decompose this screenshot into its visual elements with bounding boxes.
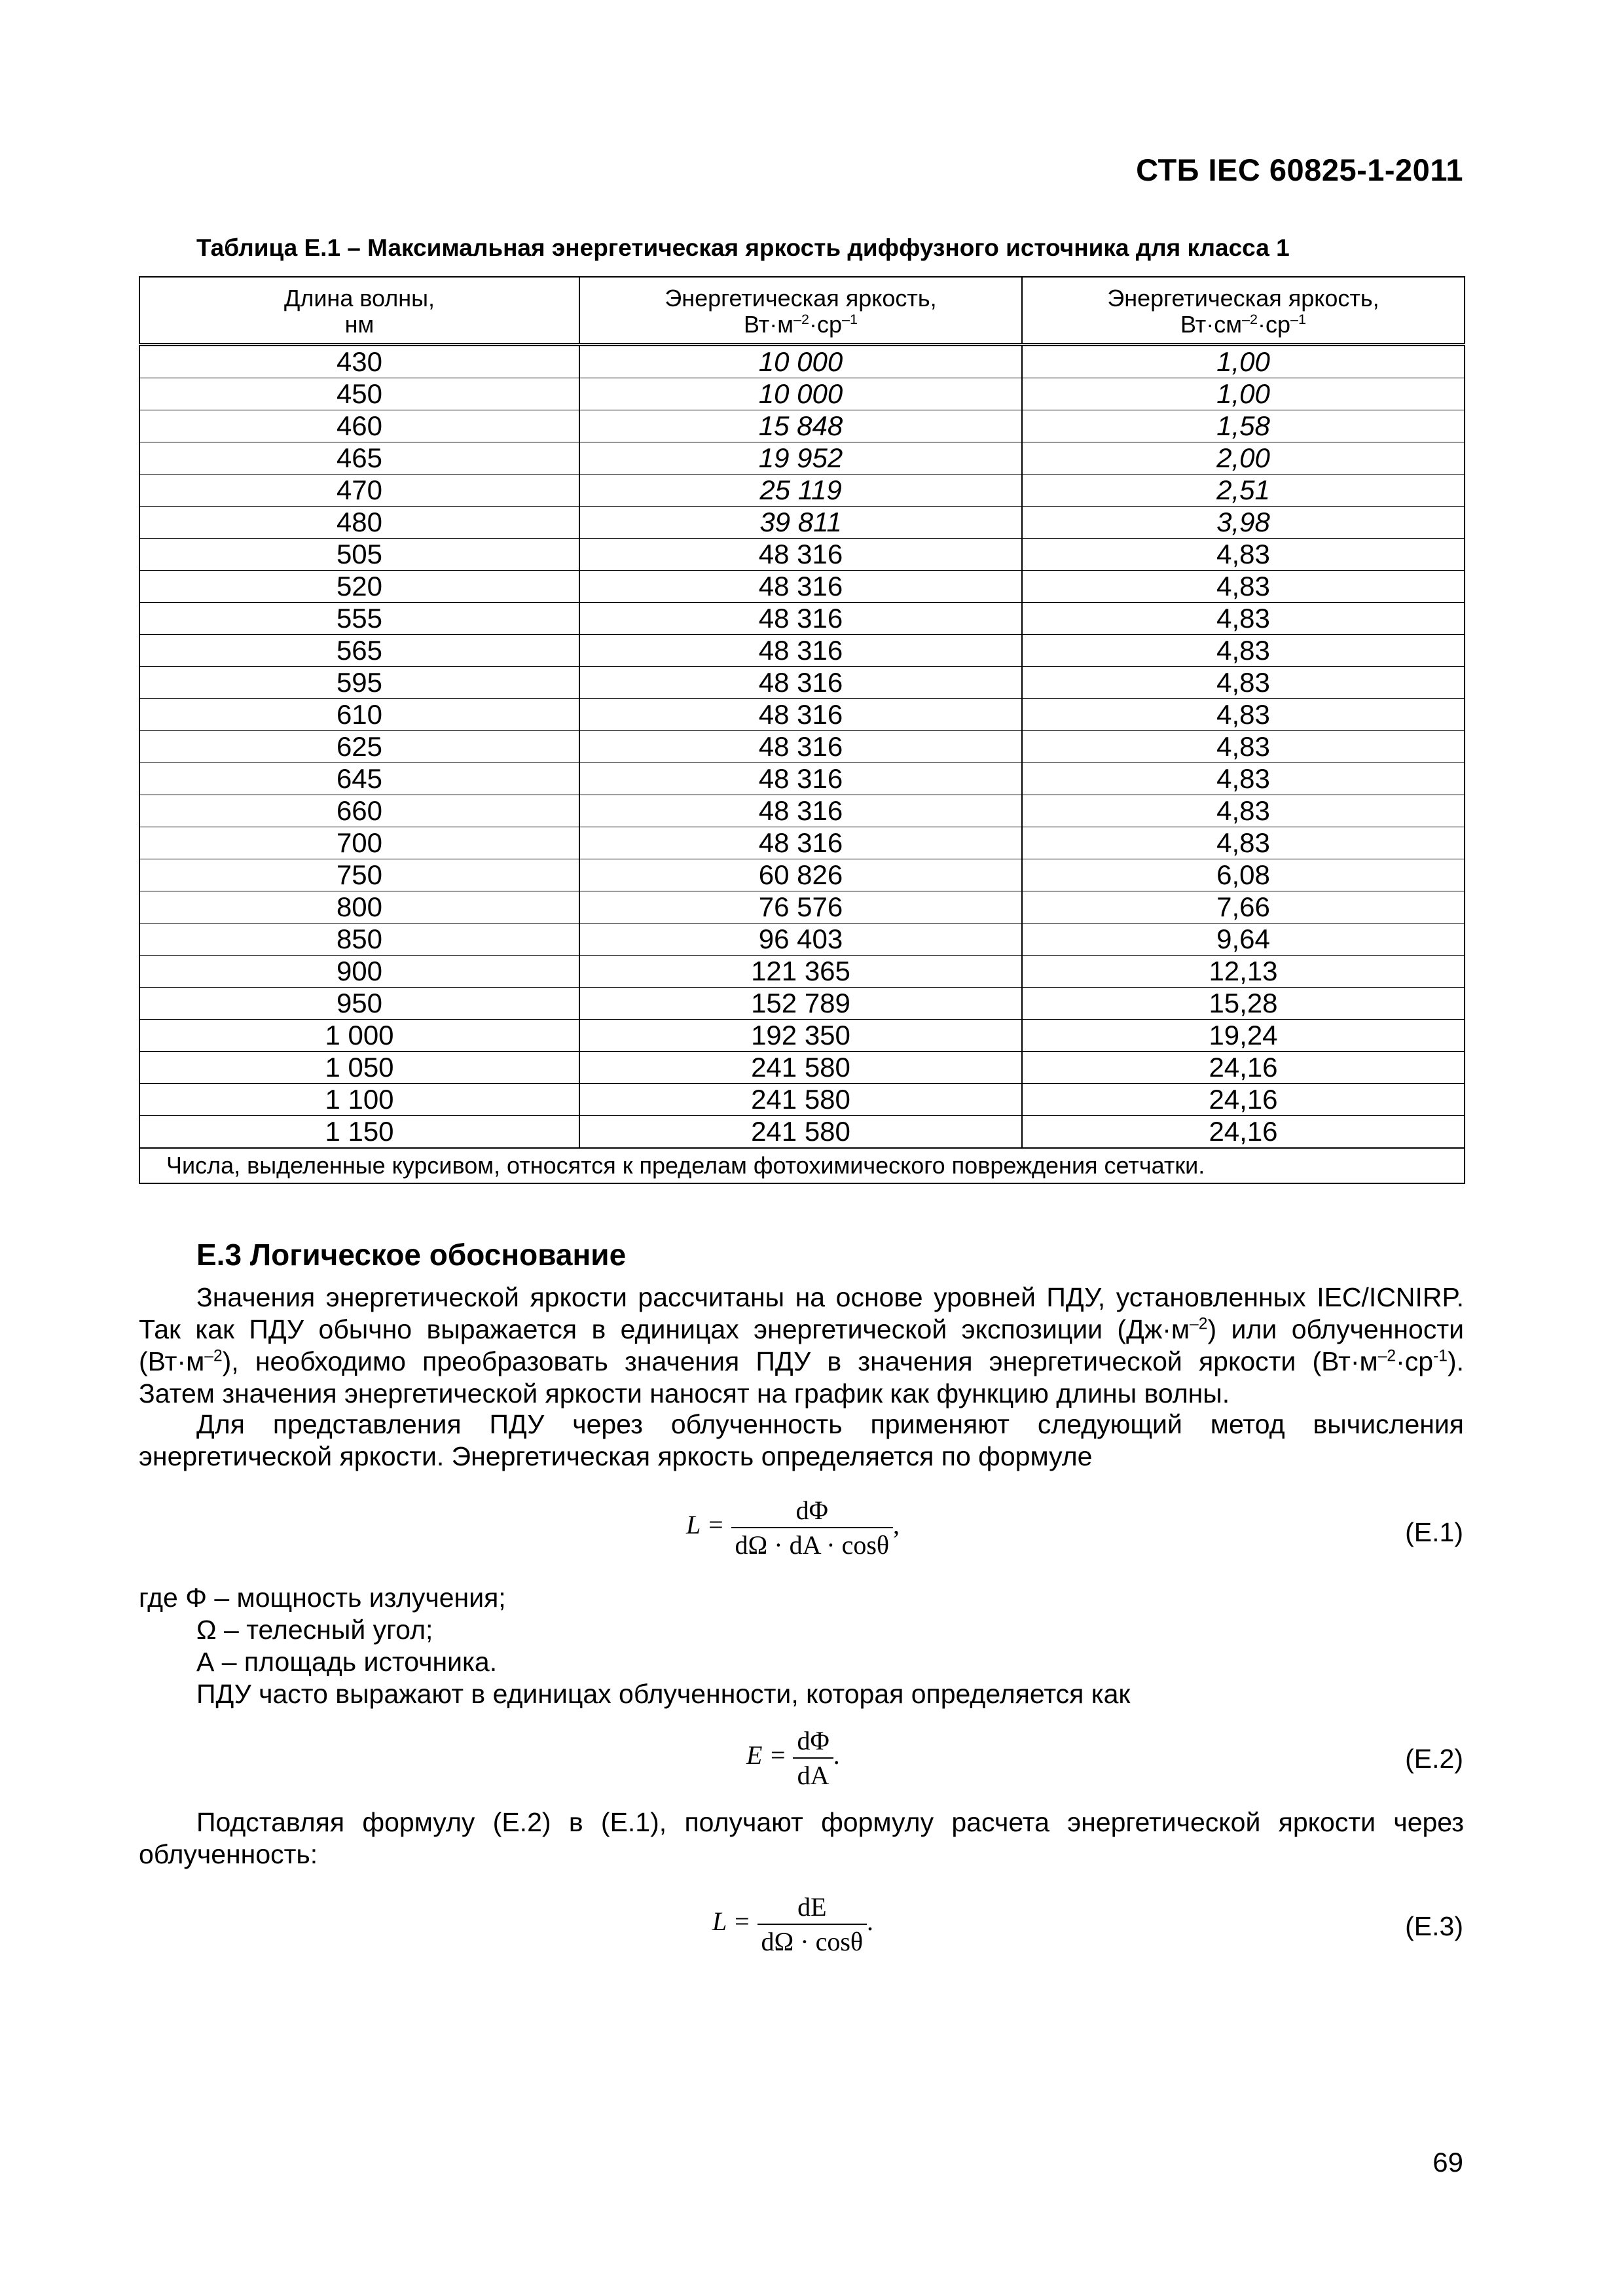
cell-wavelength: 520 [139, 571, 579, 603]
cell-wavelength: 800 [139, 891, 579, 924]
cell-wavelength: 660 [139, 795, 579, 827]
cell-radiance-cm: 4,83 [1022, 603, 1465, 635]
cell-wavelength: 950 [139, 988, 579, 1020]
table-row [139, 891, 1465, 924]
table-row [139, 731, 1465, 763]
cell-wavelength: 595 [139, 667, 579, 699]
area-line: А – площадь источника. [196, 1647, 498, 1677]
cell-wavelength: 465 [139, 442, 579, 475]
formula-e3-numerator: dE [757, 1892, 867, 1925]
cell-radiance-m: 241 580 [579, 1084, 1022, 1116]
cell-wavelength: 1 150 [139, 1116, 579, 1149]
cell-radiance-cm: 2,51 [1022, 475, 1465, 507]
formula-e1-denominator: dΩ · dA · cosθ [735, 1530, 890, 1560]
cell-wavelength: 645 [139, 763, 579, 795]
table-row [139, 603, 1465, 635]
cell-radiance-cm: 1,00 [1022, 378, 1465, 410]
formula-e2-lhs: E = [746, 1740, 787, 1770]
cell-radiance-cm: 4,83 [1022, 667, 1465, 699]
cell-radiance-m: 48 316 [579, 539, 1022, 571]
formula-e3-denominator: dΩ · cosθ [761, 1927, 864, 1956]
cell-wavelength: 850 [139, 924, 579, 956]
cell-radiance-cm: 1,58 [1022, 410, 1465, 442]
cell-radiance-cm: 4,83 [1022, 539, 1465, 571]
cell-radiance-m: 25 119 [579, 475, 1022, 507]
page-number: 69 [1432, 2147, 1463, 2178]
cell-radiance-m: 39 811 [579, 507, 1022, 539]
formula-e1-numerator: dΦ [731, 1495, 894, 1528]
formula-e2-denominator: dA [797, 1761, 830, 1790]
cell-wavelength: 1 100 [139, 1084, 579, 1116]
paragraph-substitution: Подставляя формулу (E.2) в (E.1), получают формулу расчета энергетической яркости через облученность: [139, 1807, 1464, 1869]
column-header-wavelength [139, 277, 579, 345]
table-row [139, 475, 1465, 507]
cell-radiance-m: 19 952 [579, 442, 1022, 475]
table-row [139, 378, 1465, 410]
formula-e1 [686, 1495, 900, 1560]
table-note-row [139, 1148, 1465, 1183]
table-row [139, 1020, 1465, 1052]
formula-e3 [712, 1892, 873, 1957]
cell-radiance-m: 48 316 [579, 699, 1022, 731]
formula-e1-tail: , [893, 1510, 900, 1540]
formula-e2-label: (E.2) [1405, 1744, 1463, 1774]
cell-radiance-cm: 4,83 [1022, 827, 1465, 859]
paragraph-method: Для представления ПДУ через облученность применяют следующий метод вычисления энергетической яркости. Энергетическая яркость определяется по формуле [139, 1409, 1464, 1471]
table-row [139, 539, 1465, 571]
cell-radiance-m: 10 000 [579, 378, 1022, 410]
cell-wavelength: 430 [139, 345, 579, 378]
column-header-radiance-cm-unit: $Вт\cdot см^{-2}\cdot ср^{-1}$ [1180, 311, 1307, 338]
table-note: Числа, выделенные курсивом, относятся к пределам фотохимического повреждения сетчатки. [139, 1148, 1465, 1183]
column-header-radiance-cm [1022, 277, 1465, 345]
table-row [139, 1116, 1465, 1149]
cell-radiance-m: 10 000 [579, 345, 1022, 378]
cell-wavelength: 460 [139, 410, 579, 442]
cell-radiance-m: 48 316 [579, 603, 1022, 635]
cell-radiance-m: 60 826 [579, 859, 1022, 891]
column-header-radiance-m-label: Энергетическая яркость, [665, 285, 937, 312]
table-header-row [139, 277, 1465, 345]
cell-radiance-cm: 24,16 [1022, 1052, 1465, 1084]
paragraph-irradiance: ПДУ часто выражают в единицах облученности, которая определяется как [196, 1679, 1131, 1709]
table-row [139, 763, 1465, 795]
formula-e1-fraction [731, 1495, 894, 1560]
cell-wavelength: 700 [139, 827, 579, 859]
cell-radiance-cm: 12,13 [1022, 956, 1465, 988]
cell-radiance-cm: 9,64 [1022, 924, 1465, 956]
cell-radiance-cm: 2,00 [1022, 442, 1465, 475]
column-header-wavelength-unit: нм [344, 311, 374, 338]
cell-radiance-m: 48 316 [579, 827, 1022, 859]
section-title: E.3 Логическое обоснование [196, 1238, 627, 1272]
cell-radiance-m: 96 403 [579, 924, 1022, 956]
cell-radiance-cm: 19,24 [1022, 1020, 1465, 1052]
cell-wavelength: 625 [139, 731, 579, 763]
cell-radiance-m: 48 316 [579, 763, 1022, 795]
cell-wavelength: 565 [139, 635, 579, 667]
where-phi-line: где Φ – мощность излучения; [139, 1583, 506, 1613]
formula-e3-lhs: L = [712, 1907, 751, 1937]
cell-radiance-m: 48 316 [579, 731, 1022, 763]
formula-e3-fraction [757, 1892, 867, 1957]
table-row [139, 924, 1465, 956]
cell-radiance-cm: 3,98 [1022, 507, 1465, 539]
cell-radiance-cm: 4,83 [1022, 635, 1465, 667]
cell-radiance-cm: 4,83 [1022, 699, 1465, 731]
cell-wavelength: 480 [139, 507, 579, 539]
cell-radiance-cm: 4,83 [1022, 571, 1465, 603]
formula-e3-tail: . [867, 1907, 874, 1937]
cell-radiance-m: 15 848 [579, 410, 1022, 442]
table-row [139, 795, 1465, 827]
formula-e2-numerator: dΦ [793, 1725, 833, 1759]
cell-radiance-cm: 4,83 [1022, 795, 1465, 827]
formula-e2 [746, 1725, 840, 1791]
formula-e1-label: (E.1) [1405, 1517, 1463, 1547]
cell-wavelength: 555 [139, 603, 579, 635]
table-row [139, 1052, 1465, 1084]
table-row [139, 507, 1465, 539]
cell-radiance-m: 48 316 [579, 635, 1022, 667]
cell-radiance-cm: 6,08 [1022, 859, 1465, 891]
cell-radiance-m: 192 350 [579, 1020, 1022, 1052]
table-row [139, 988, 1465, 1020]
column-header-radiance-m [579, 277, 1022, 345]
standard-code-header: СТБ IEC 60825-1-2011 [1136, 152, 1463, 187]
cell-wavelength: 610 [139, 699, 579, 731]
cell-radiance-m: 48 316 [579, 795, 1022, 827]
cell-radiance-m: 76 576 [579, 891, 1022, 924]
cell-radiance-cm: 7,66 [1022, 891, 1465, 924]
table-row [139, 859, 1465, 891]
cell-radiance-m: 241 580 [579, 1116, 1022, 1149]
cell-wavelength: 1 000 [139, 1020, 579, 1052]
table-row [139, 442, 1465, 475]
cell-wavelength: 750 [139, 859, 579, 891]
cell-radiance-cm: 24,16 [1022, 1084, 1465, 1116]
table-row [139, 345, 1465, 378]
table-caption: Таблица E.1 – Максимальная энергетическая яркость диффузного источника для класса 1 [196, 234, 1290, 261]
cell-wavelength: 1 050 [139, 1052, 579, 1084]
table-row [139, 571, 1465, 603]
column-header-radiance-m-unit: $Вт\cdot м^{-2}\cdot ср^{-1}$ [743, 311, 858, 338]
formula-e2-tail: . [833, 1740, 840, 1770]
column-header-wavelength-label: Длина волны, [283, 285, 435, 312]
column-header-radiance-cm-label: Энергетическая яркость, [1107, 285, 1379, 312]
omega-line: Ω – телесный угол; [196, 1615, 433, 1645]
formula-e3-label: (E.3) [1405, 1911, 1463, 1941]
formula-e1-lhs: L = [686, 1510, 725, 1540]
cell-radiance-m: 48 316 [579, 571, 1022, 603]
cell-radiance-cm: 24,16 [1022, 1116, 1465, 1149]
cell-radiance-m: 241 580 [579, 1052, 1022, 1084]
cell-radiance-cm: 4,83 [1022, 763, 1465, 795]
cell-radiance-m: 152 789 [579, 988, 1022, 1020]
cell-wavelength: 505 [139, 539, 579, 571]
cell-wavelength: 450 [139, 378, 579, 410]
table-row [139, 956, 1465, 988]
table-row [139, 635, 1465, 667]
table-row [139, 827, 1465, 859]
cell-radiance-cm: 1,00 [1022, 345, 1465, 378]
table-row [139, 1084, 1465, 1116]
table-row [139, 410, 1465, 442]
paragraph-rationale: Значения энергетической яркости рассчитаны на основе уровней ПДУ, установленных IEC/ICNIRP. Так как ПДУ обычно выражается в единицах энергетической экспозиции $(Дж\cdot м^{-2})$ или облученности $(Вт\cdot м^{-2})$, необходимо преобразовать значения ПДУ в значения энергетической яркости $(Вт\cdot м^{-2}\cdot ср^{-1})$. Затем значения энергетической яркости наносят на график как функцию длины волны. [139, 1282, 1464, 1408]
table-row [139, 667, 1465, 699]
table-row [139, 699, 1465, 731]
radiance-table [139, 276, 1465, 1184]
cell-radiance-cm: 15,28 [1022, 988, 1465, 1020]
cell-radiance-cm: 4,83 [1022, 731, 1465, 763]
cell-wavelength: 900 [139, 956, 579, 988]
cell-wavelength: 470 [139, 475, 579, 507]
cell-radiance-m: 121 365 [579, 956, 1022, 988]
cell-radiance-m: 48 316 [579, 667, 1022, 699]
formula-e2-fraction [793, 1725, 833, 1791]
